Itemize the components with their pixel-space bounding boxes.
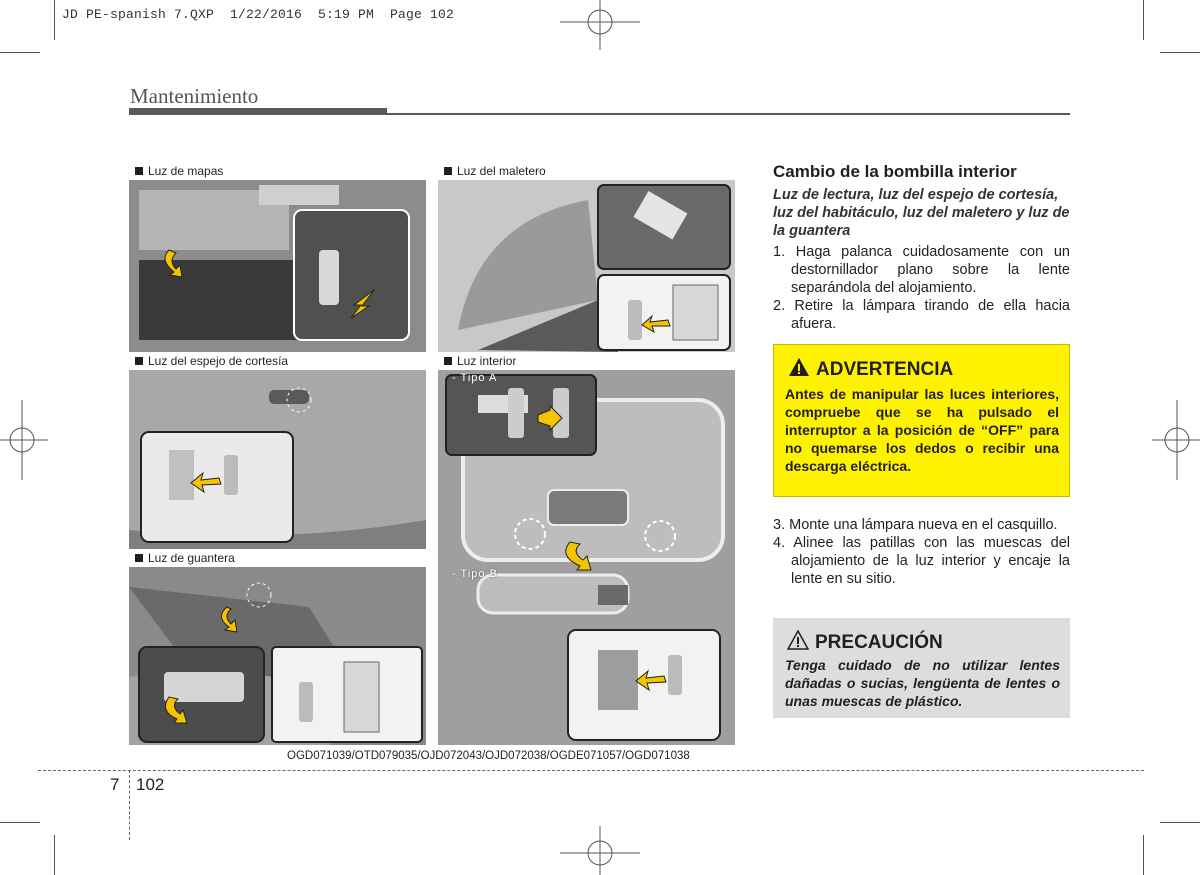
figure-label: Luz del maletero xyxy=(457,164,546,178)
caution-icon xyxy=(787,630,809,650)
crop-mark xyxy=(0,822,40,823)
crop-mark xyxy=(54,0,55,40)
figure-label: Luz de mapas xyxy=(148,164,224,178)
tipo-b-label: - Tipo B xyxy=(452,568,498,580)
footer-divider xyxy=(38,770,1144,771)
registration-mark-left xyxy=(0,400,48,480)
figure-map-light xyxy=(129,162,426,352)
warning-title: ADVERTENCIA xyxy=(816,359,954,380)
section-subheading: Luz de lectura, luz del espejo de cortesía, luz del habitáculo, luz del maletero y luz de la guantera xyxy=(773,187,1070,239)
figure-glove-box-light xyxy=(129,549,426,745)
section-heading: Cambio de la bombilla interior xyxy=(773,162,1017,181)
steps-list-2 xyxy=(773,516,1070,588)
caution-title: PRECAUCIÓN xyxy=(815,632,943,653)
caution-box xyxy=(773,618,1070,718)
header-rule-thick xyxy=(129,108,387,115)
registration-mark-top xyxy=(560,0,640,50)
crop-mark xyxy=(0,52,40,53)
list-item: 4. Alinee las patillas con las muescas del alojamiento de la luz interior y encaje la lente en su sitio. xyxy=(773,535,1070,587)
registration-mark-bottom xyxy=(560,826,640,875)
steps-list-1 xyxy=(773,243,1070,333)
print-header: JD PE-spanish 7.QXP 1/22/2016 5:19 PM Page 102 xyxy=(62,7,455,22)
figure-interior-light xyxy=(438,352,735,745)
crop-mark xyxy=(1143,835,1144,875)
figure-label: Luz interior xyxy=(457,354,517,368)
caution-text: Tenga cuidado de no utilizar lentes dañadas o sucias, lengüenta de lentes o unas muescas de plástico. xyxy=(785,657,1060,709)
list-item: 2. Retire la lámpara tirando de ella hacia afuera. xyxy=(773,298,1070,332)
warning-icon xyxy=(788,357,810,377)
section-title: Mantenimiento xyxy=(130,84,259,108)
figure-label: Luz de guantera xyxy=(148,551,235,565)
crop-mark xyxy=(1160,52,1200,53)
list-item: 1. Haga palanca cuidadosamente con un destornillador plano sobre la lente separándola del alojamiento. xyxy=(773,244,1070,296)
crop-mark xyxy=(1143,0,1144,40)
registration-mark-right xyxy=(1152,400,1200,480)
footer-page-divider xyxy=(129,770,130,840)
figure-codes: OGD071039/OTD079035/OJD072043/OJD072038/OGDE071057/OGD071038 xyxy=(287,750,690,762)
tipo-a-label: - Tipo A xyxy=(452,372,498,384)
page-number: 102 xyxy=(136,775,165,794)
figure-vanity-mirror-light xyxy=(129,352,426,549)
figure-label: Luz del espejo de cortesía xyxy=(148,354,289,368)
crop-mark xyxy=(54,835,55,875)
crop-mark xyxy=(1160,822,1200,823)
figure-trunk-light xyxy=(438,162,735,352)
warning-text: Antes de manipular las luces interiores, compruebe que se ha pulsado el interruptor a la posición de “OFF” para no quemarse los dedos o recibir una descarga eléctrica. xyxy=(785,386,1059,474)
warning-box xyxy=(773,344,1070,497)
header-rule-thin xyxy=(387,113,1070,115)
chapter-number: 7 xyxy=(110,775,120,794)
list-item: 3. Monte una lámpara nueva en el casquillo. xyxy=(773,517,1058,533)
